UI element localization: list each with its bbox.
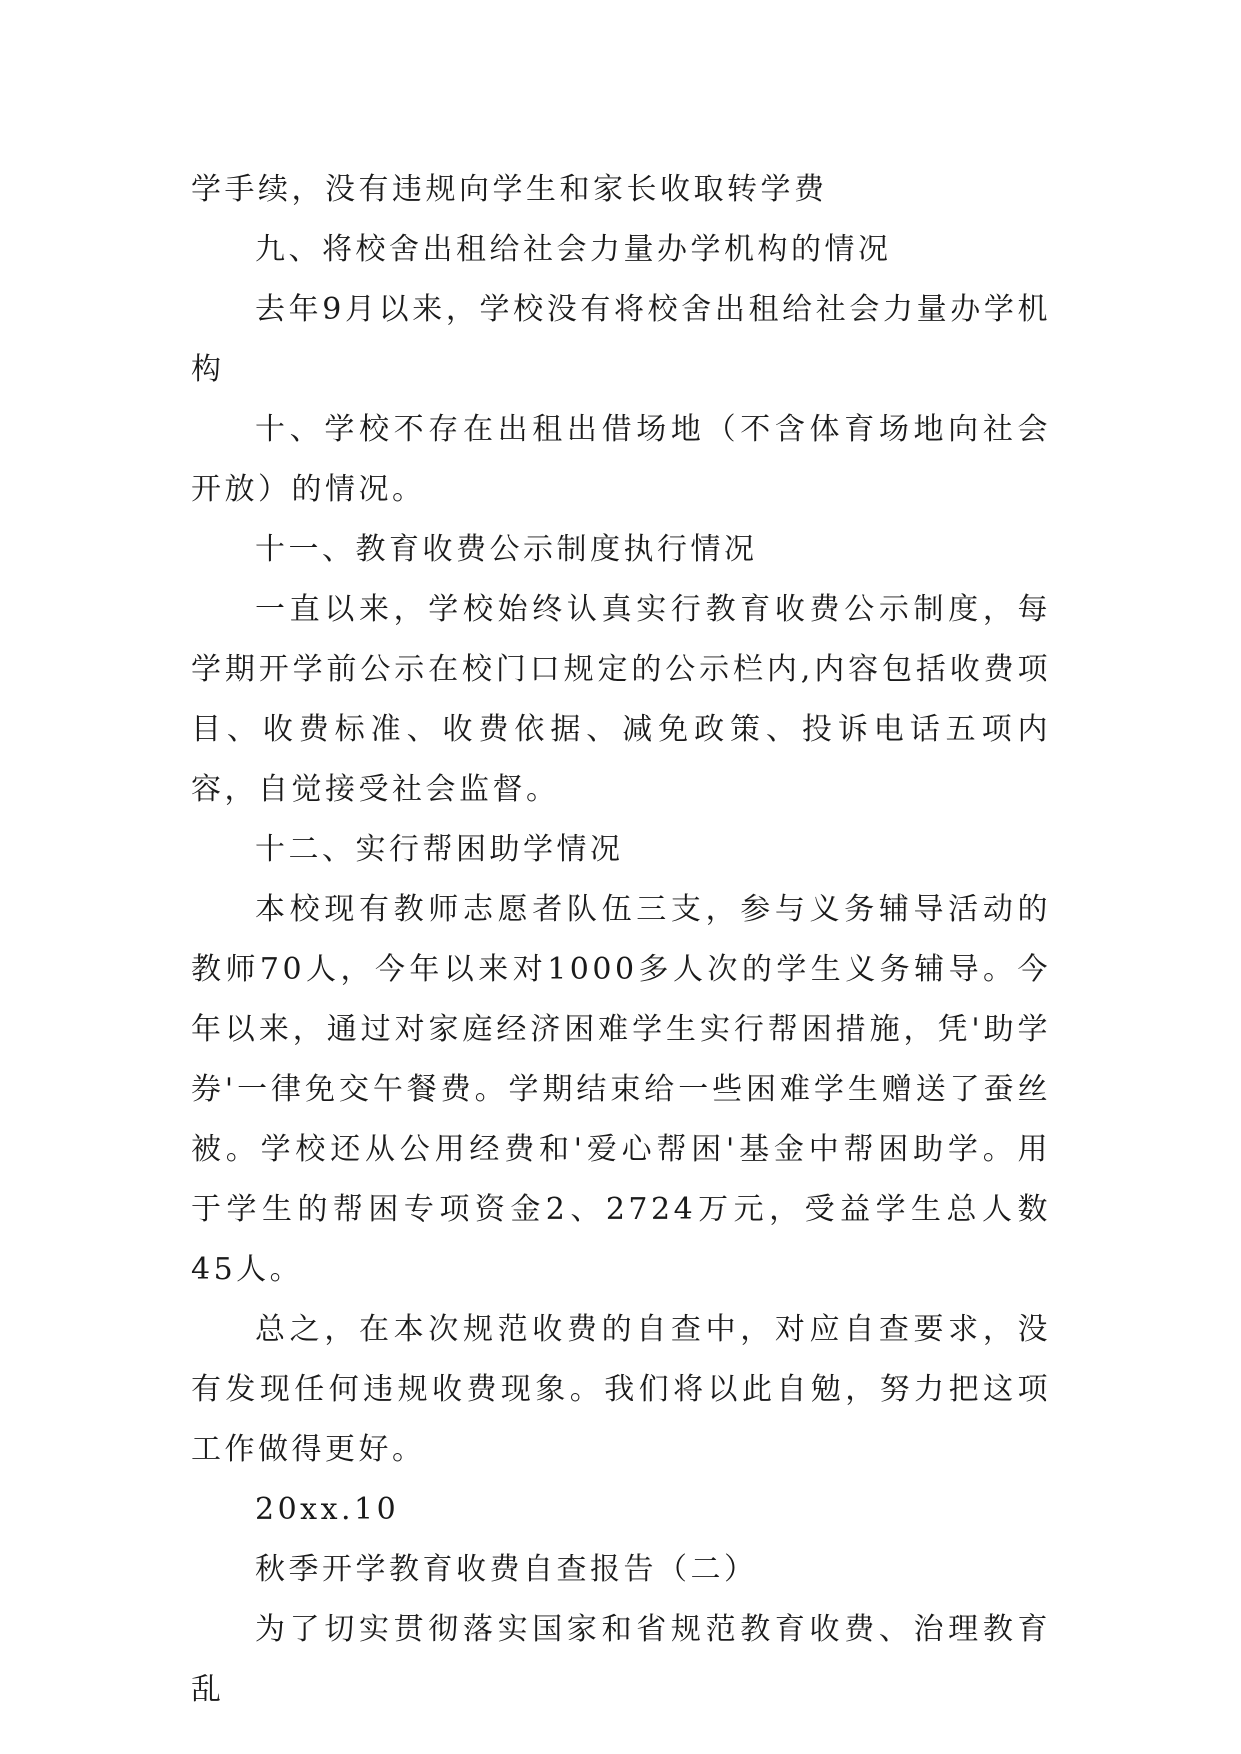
paragraph-4: 十一、教育收费公示制度执行情况 xyxy=(255,532,758,567)
paragraph-0: 学手续，没有违规向学生和家长收取转学费 xyxy=(191,172,828,207)
document-body xyxy=(191,160,1051,1720)
paragraph-10: 秋季开学教育收费自查报告（二） xyxy=(255,1552,758,1587)
paragraph-1: 九、将校舍出租给社会力量办学机构的情况 xyxy=(255,232,892,267)
paragraph-6: 十二、实行帮困助学情况 xyxy=(255,832,624,867)
paragraph-2: 去年9月以来，学校没有将校舍出租给社会力量办学机构 xyxy=(191,292,1051,387)
paragraph-7: 本校现有教师志愿者队伍三支，参与义务辅导活动的教师70人，今年以来对1000多人次的学生义务辅导。今年以来，通过对家庭经济困难学生实行帮困措施，凭'助学券'一律免交午餐费。学期结束给一些困难学生赠送了蚕丝被。学校还从公用经费和'爱心帮困'基金中帮困助学。用于学生的帮困专项资金2、2724万元，受益学生总人数45人。 xyxy=(191,892,1051,1287)
paragraph-11: 为了切实贯彻落实国家和省规范教育收费、治理教育乱 xyxy=(191,1612,1051,1707)
paragraph-5: 一直以来，学校始终认真实行教育收费公示制度，每学期开学前公示在校门口规定的公示栏内,内容包括收费项目、收费标准、收费依据、减免政策、投诉电话五项内容，自觉接受社会监督。 xyxy=(191,592,1051,807)
paragraph-9: 20xx.10 xyxy=(255,1492,400,1527)
paragraph-3: 十、学校不存在出租出借场地（不含体育场地向社会开放）的情况。 xyxy=(191,412,1051,507)
paragraph-8: 总之，在本次规范收费的自查中，对应自查要求，没有发现任何违规收费现象。我们将以此自勉，努力把这项工作做得更好。 xyxy=(191,1312,1051,1467)
